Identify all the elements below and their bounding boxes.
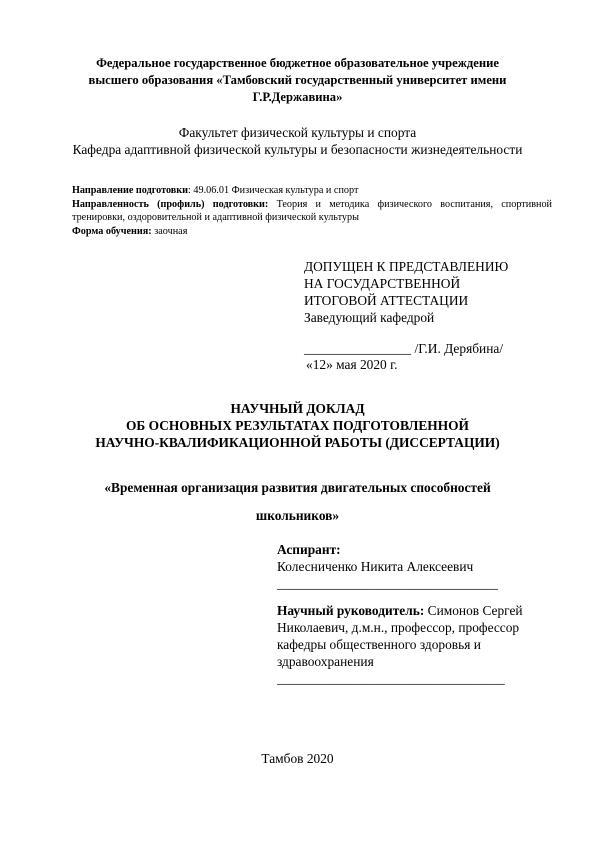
department-name: Кафедра адаптивной физической культуры и безопасности жизнедеятельности <box>72 142 523 157</box>
profile-value: Теория и методика физического воспитания, спортивной тренировки, оздоровительной и адаптивной физической культуры <box>72 198 552 223</box>
approval-head-title: Заведующий кафедрой <box>304 310 435 325</box>
supervisor-line-4: здравоохранения <box>277 654 374 669</box>
supervisor-block <box>277 602 567 687</box>
study-form-value: заочная <box>151 225 188 237</box>
supervisor-name: Симонов Сергей <box>424 603 523 618</box>
direction-value: : 49.06.01 Физическая культура и спорт <box>188 185 359 196</box>
document-title <box>40 400 555 451</box>
approval-line-2: НА ГОСУДАРСТВЕННОЙ <box>304 276 461 291</box>
head-signature-line: ________________ /Г.И. Дерябина/ <box>304 341 504 356</box>
title-line-1: НАУЧНЫЙ ДОКЛАД <box>230 401 365 416</box>
author-name: Колесниченко Никита Алексеевич <box>277 559 474 574</box>
profile-label: Направленность (профиль) подготовки: <box>72 198 269 210</box>
institution-line-2: высшего образования «Тамбовский государственный университет имени <box>88 73 507 87</box>
direction-row <box>72 184 552 198</box>
title-line-2: ОБ ОСНОВНЫХ РЕЗУЛЬТАТАХ ПОДГОТОВЛЕННОЙ <box>126 418 469 433</box>
approval-block <box>304 258 564 326</box>
title-line-3: НАУЧНО-КВАЛИФИКАЦИОННОЙ РАБОТЫ (ДИССЕРТАЦИИ) <box>95 435 500 450</box>
direction-label: Направление подготовки <box>72 185 189 196</box>
institution-header <box>40 55 555 106</box>
supervisor-signature-line: __________________________________ <box>277 671 505 686</box>
approval-date: «12» мая 2020 г. <box>306 357 398 372</box>
supervisor-label: Научный руководитель: <box>277 603 425 618</box>
approval-line-3: ИТОГОВОЙ АТТЕСТАЦИИ <box>304 293 469 308</box>
study-form-row <box>72 225 552 239</box>
study-details <box>72 184 552 238</box>
study-form-label: Форма обучения: <box>72 225 152 237</box>
institution-line-1: Федеральное государственное бюджетное образовательное учреждение <box>96 56 499 70</box>
dissertation-topic <box>40 474 555 530</box>
city-year: Тамбов 2020 <box>261 751 334 766</box>
faculty-name: Факультет физической культуры и спорта <box>178 125 417 140</box>
institution-line-3: Г.Р.Державина» <box>252 90 343 104</box>
supervisor-line-2: Николаевич, д.м.н., профессор, профессор <box>277 620 520 635</box>
author-label: Аспирант: <box>277 542 341 557</box>
approval-line-1: ДОПУЩЕН К ПРЕДСТАВЛЕНИЮ <box>304 259 509 274</box>
profile-row <box>72 198 552 225</box>
faculty-block <box>40 124 555 158</box>
topic-line-2: школьников» <box>255 508 340 523</box>
author-block <box>277 541 567 592</box>
supervisor-line-1 <box>277 602 567 619</box>
supervisor-line-3: кафедры общественного здоровья и <box>277 637 481 652</box>
topic-line-1: «Временная организация развития двигательных способностей <box>104 480 491 495</box>
author-signature-line: _________________________________ <box>277 576 498 591</box>
